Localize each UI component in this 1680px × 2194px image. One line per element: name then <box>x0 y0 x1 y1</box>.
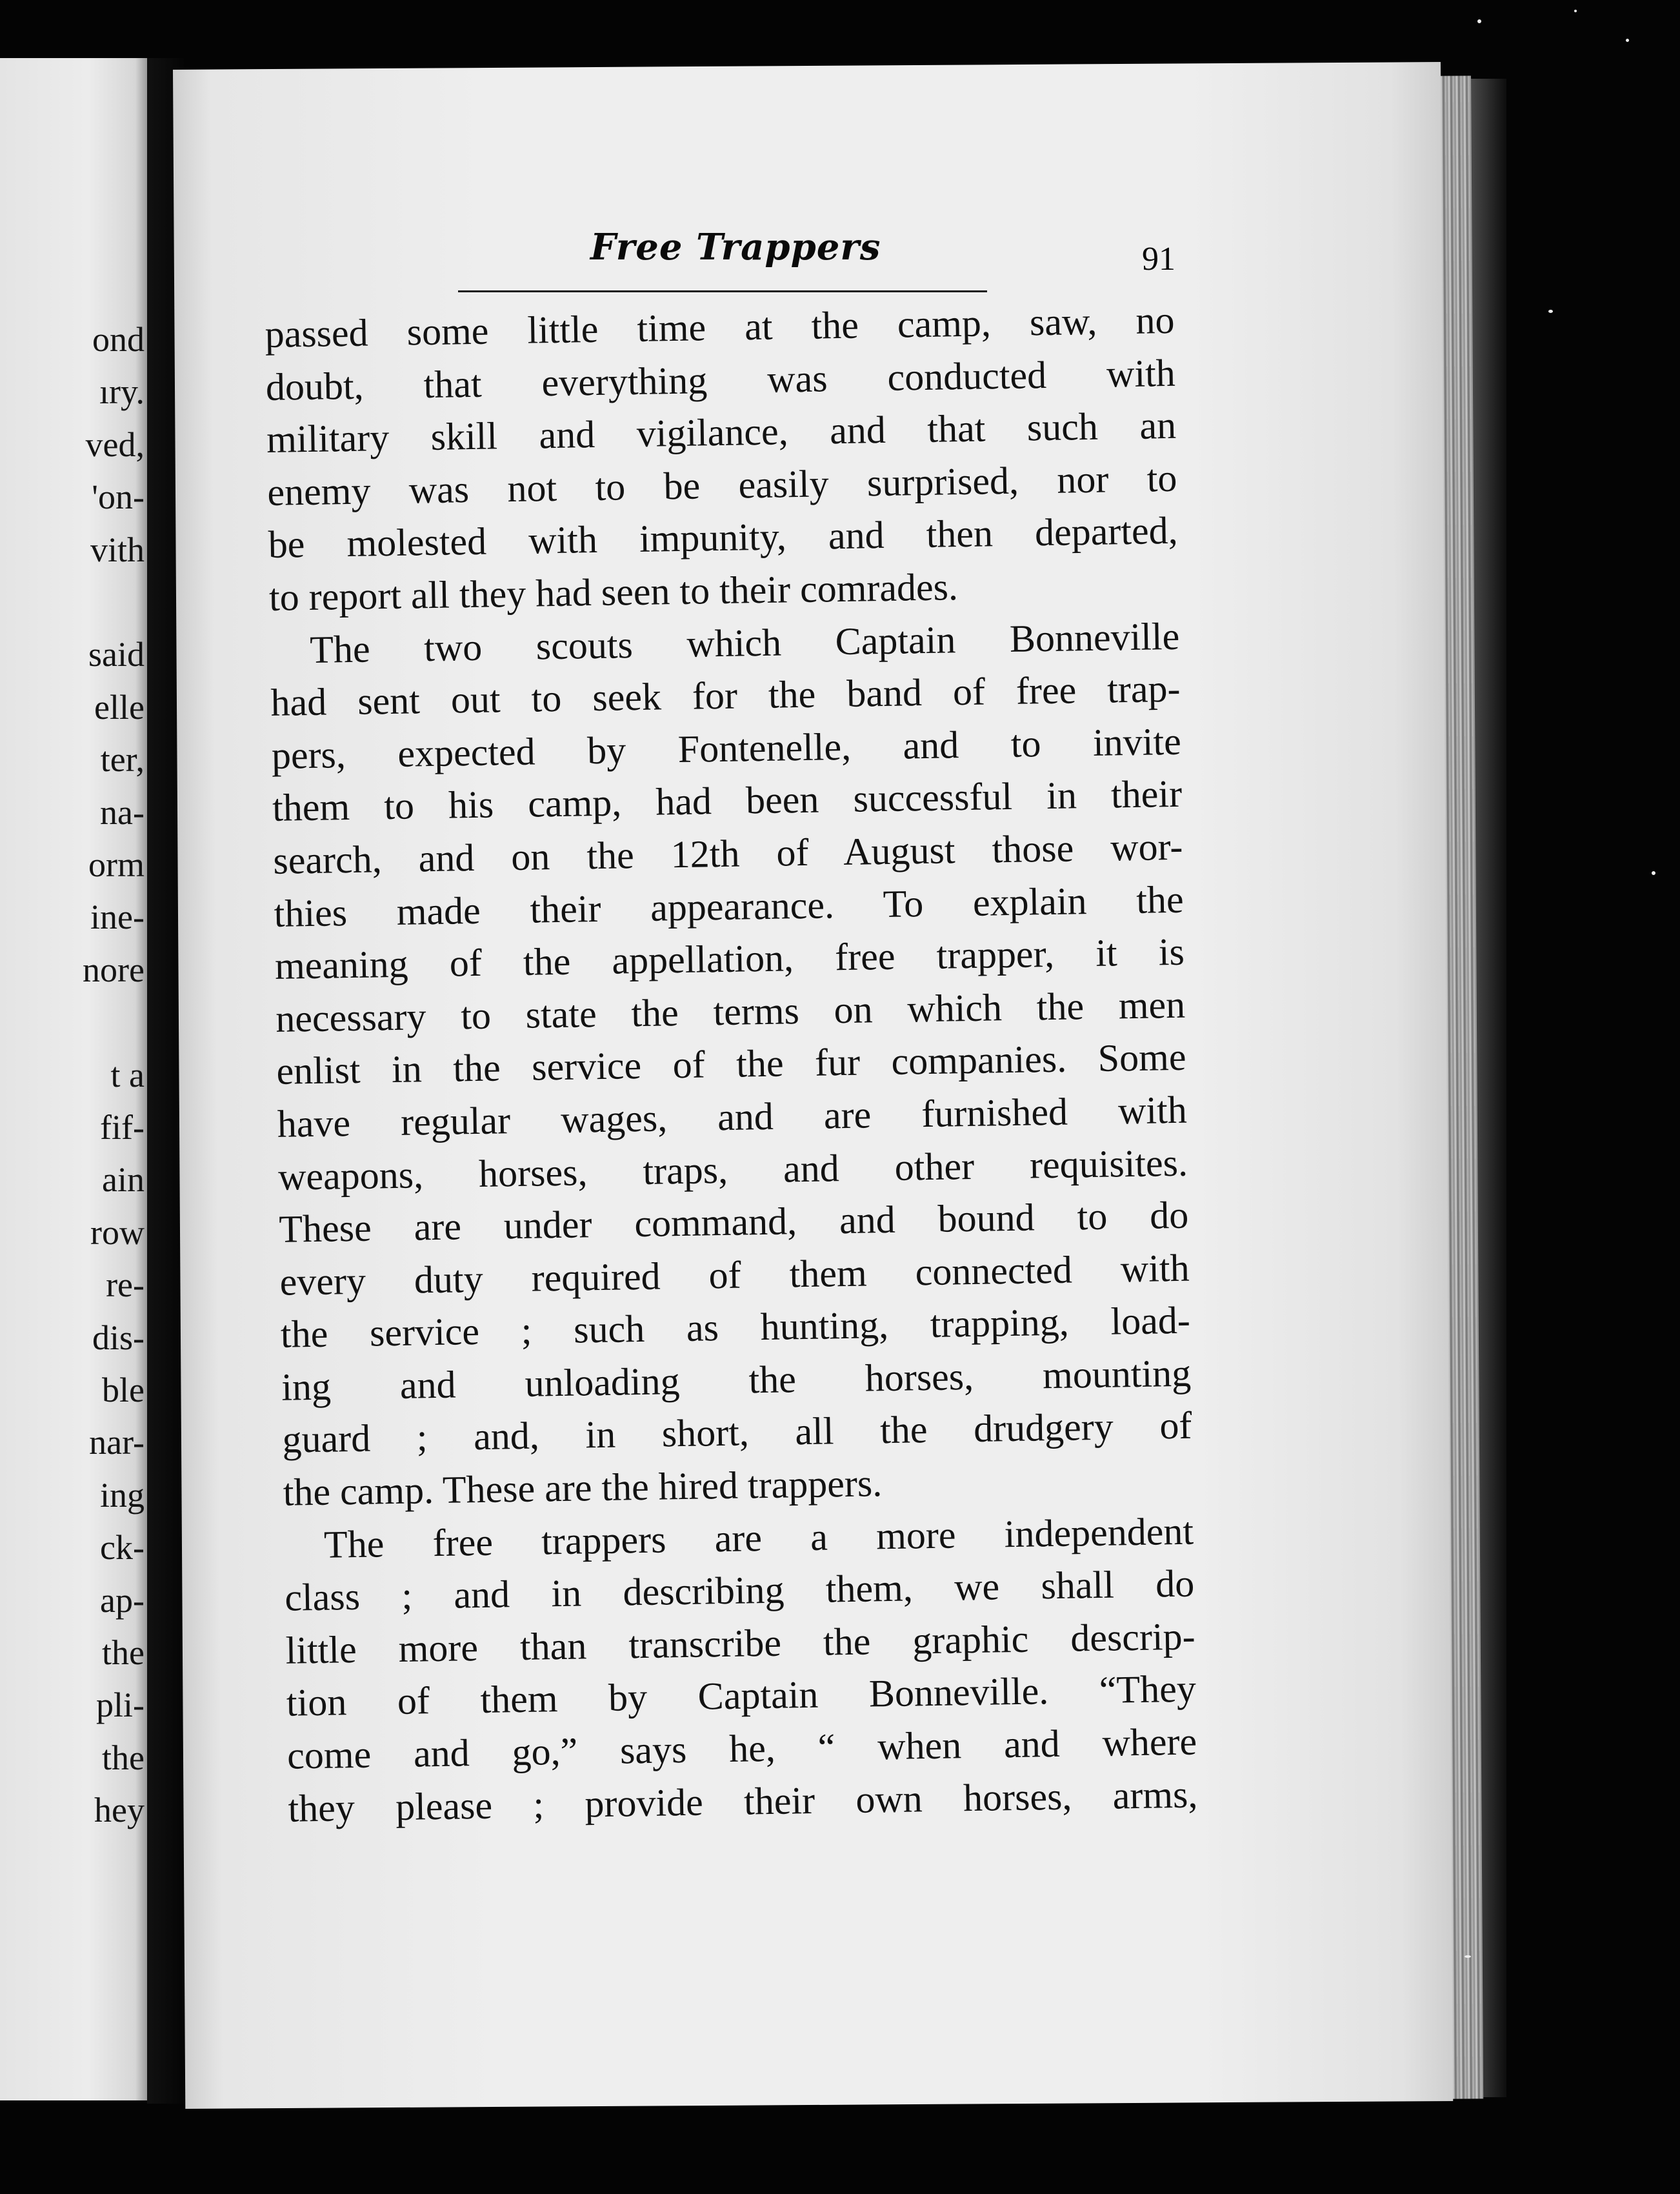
text-line: passed some little time at the camp, saw, no <box>265 298 1175 356</box>
left-page-fragment: the <box>102 1633 145 1672</box>
text-line: doubt, that everything was conducted with <box>265 351 1176 408</box>
left-page-fragment: nar- <box>89 1423 145 1462</box>
text-line: meaning of the appellation, free trapper, it is <box>274 930 1185 987</box>
text-line: necessary to state the terms on which the men <box>275 983 1186 1040</box>
text-line: guard ; and, in short, all the drudgery of <box>282 1404 1192 1462</box>
left-page-fragment: ved, <box>85 425 145 464</box>
left-page-fragment: pli- <box>96 1686 145 1725</box>
page-number: 91 <box>1142 241 1175 277</box>
text-line: ing and unloading the horses, mounting <box>281 1351 1192 1409</box>
left-page-fragment: dis- <box>92 1318 145 1357</box>
body-text <box>265 294 1198 1835</box>
dust-speck <box>1626 39 1629 42</box>
left-page-fragment: fif- <box>100 1108 145 1147</box>
text-line: enlist in the service of the fur companies. Some <box>276 1036 1186 1093</box>
left-page-fragment: ing <box>99 1475 145 1515</box>
text-line: the camp. These are the hired trappers. <box>283 1462 883 1514</box>
left-page-fragment: ain <box>102 1160 145 1200</box>
text-line: class ; and in describing them, we shall do <box>284 1562 1195 1619</box>
left-page-fragment: row <box>90 1213 145 1252</box>
dust-speck <box>1548 310 1553 313</box>
left-page-fragment: elle <box>94 687 145 727</box>
text-line: search, and on the 12th of August those wor- <box>272 825 1183 882</box>
text-line: The two scouts which Captain Bonneville <box>309 614 1180 671</box>
text-line: them to his camp, had been successful in their <box>272 772 1183 830</box>
header-rule <box>458 290 987 292</box>
left-page-fragment: vith <box>90 530 145 569</box>
text-line: military skill and vigilance, and that such an <box>266 404 1177 461</box>
text-line: tion of them by Captain Bonneville. “They <box>286 1667 1197 1725</box>
left-page-fragment: ond <box>92 320 145 359</box>
text-line: pers, expected by Fontenelle, and to invite <box>271 720 1182 777</box>
dust-speck <box>1652 871 1655 875</box>
left-facing-page <box>0 58 147 2100</box>
left-page-fragment: ter, <box>100 740 145 780</box>
left-page-fragment: t a <box>110 1055 145 1094</box>
text-line: be molested with impunity, and then departed, <box>268 509 1179 567</box>
text-line: every duty required of them connected with <box>279 1246 1190 1303</box>
left-page-fragment: the <box>102 1738 145 1777</box>
left-page-fragment: nore <box>83 950 145 989</box>
text-line: little more than transcribe the graphic descrip- <box>285 1615 1196 1672</box>
text-line: The free trappers are a more independent <box>323 1509 1194 1566</box>
text-line: thies made their appearance. To explain the <box>274 878 1185 935</box>
text-line: had sent out to seek for the band of free trap- <box>270 667 1181 725</box>
dust-speck <box>1465 1955 1471 1958</box>
text-line: to report all they had seen to their comrades. <box>268 565 959 619</box>
left-page-fragment: ck- <box>100 1528 145 1567</box>
text-line: the service ; such as hunting, trapping, load- <box>280 1298 1191 1356</box>
left-page-fragment: na- <box>100 792 145 832</box>
left-page-fragment: 'on- <box>92 478 145 517</box>
left-page-fragment: ble <box>102 1371 145 1409</box>
left-page-fragment: ine- <box>90 898 145 937</box>
text-line: have regular wages, and are furnished with <box>277 1088 1188 1145</box>
text-line: come and go,” says he, “ when and where <box>286 1720 1197 1777</box>
text-line: they please ; provide their own horses, arms, <box>287 1773 1198 1830</box>
dust-speck <box>1574 10 1577 12</box>
text-line: enemy was not to be easily surprised, nor to <box>266 456 1177 514</box>
text-line: These are under command, and bound to do <box>278 1193 1189 1251</box>
left-page-fragment: hey <box>94 1791 145 1830</box>
text-line: weapons, horses, traps, and other requisites. <box>277 1141 1188 1198</box>
dust-speck <box>1477 19 1481 23</box>
left-page-fragment: ıry. <box>99 372 145 412</box>
running-head: Free Trappers <box>590 226 881 268</box>
left-page-fragment: said <box>88 635 145 674</box>
left-page-fragment: ap- <box>100 1580 145 1620</box>
left-page-fragment: re- <box>106 1265 145 1305</box>
left-page-fragment: orm <box>88 845 145 884</box>
